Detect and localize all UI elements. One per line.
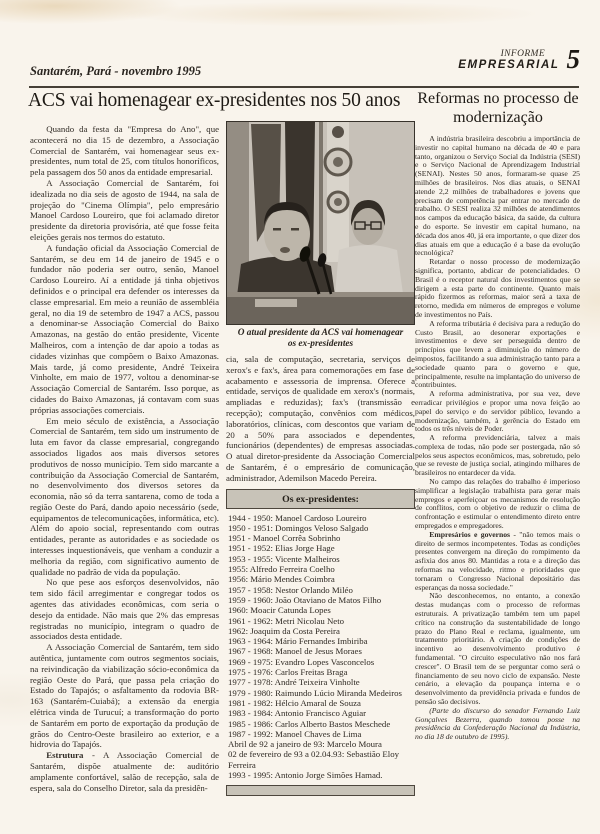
ex-president-entry: Abril de 92 a janeiro de 93: Marcelo Moura [228, 739, 382, 750]
masthead-informe: INFORME [500, 49, 546, 59]
paragraph: A Associação Comercial de Santarém, tem sido autêntica, juntamente com outros segmentos sociais, na reivindicação da viabilização sócio-econômica da região Oeste do Pará, que passa pela criação do Estado do Tapajós; o asfaltamento da rodovia BR-163 (Santarém-Cuiabá); a extensão da energia elétrica vinda de Turucuí; a transformação do porto de Santarém em porto de exportação da produção de grãos do Centro-Oeste brasileiro ao exterior, e a hidrovia do Tapajós. [30, 642, 219, 750]
ex-president-entry: 1969 - 1975: Evandro Lopes Vasconcelos [228, 656, 375, 667]
ex-president-entry: 1955: Alfredo Ferreira Coelho [228, 564, 335, 575]
paragraph: Quando da festa da "Empresa do Ano", que acontecerá no dia 15 de dezembro, a Associação Comercial de Santarém, vai homenagear seus ex-presidentes, num total de 25, com títulos honoríficos, pela passagem dos 50 anos da entidade empresarial. [30, 124, 219, 178]
ex-president-entry: 1961 - 1962: Metri Nicolau Neto [228, 615, 345, 626]
paragraph: Em meio século de existência, a Associação Comercial de Santarém, tem sido um instrumento de luta em favor da classe empresarial, congregando associados ligados aos mais diversos setores produtivos de nosso município. Tem sido marcante a contribuição da Associação Comercial de Santarém, no desenvolvimento dos diversos setores da economia, não só da terra santarena, como de toda a região Oeste do Pará, dando apoio necessário (sede, equipamentos de telecomunicações, informática, etc). Além do apoio social, representando com outras entidades, perante as autoridades e as sociedade os interesses inquestionáveis, que venham a conduzir a melhoria da região, com significativo aumento de qualidade no padrão de vida da população. [30, 415, 219, 577]
masthead-empresarial: EMPRESARIAL [458, 59, 560, 71]
paragraph: Estrutura - A Associação Comercial de Santarém, dispõe atualmente de: auditório amplamente confortável, salão de recepção, sala de espera, sala do Conselho Diretor, sala da presidên- [30, 750, 219, 793]
ex-president-entry: 1963 - 1964: Mário Fernandes Imbiriba [228, 636, 368, 647]
ex-president-entry: 1951 - Manoel Corrêa Sobrinho [228, 533, 341, 544]
paragraph: A reforma administrativa, por sua vez, deve erradicar privilégios e propor uma nova feição ao papel do serviço e do servidor público, levando a modernização, também, à gerência do Estado em todos os três níveis de Poder. [415, 389, 580, 434]
article-credit: (Parte do discurso do senador Fernando Luiz Gonçalves Bezerra, quando tomou posse na presidência da Confederação Nacional da Indústria, no dia 18 de outubro de 1995). [415, 705, 580, 742]
ex-president-entry: 1951 - 1952: Elias Jorge Hage [228, 543, 335, 554]
ex-president-entry: 1987 - 1992: Manoel Chaves de Lima [228, 728, 362, 739]
ex-president-entry: 1957 - 1958: Nestor Orlando Miléo [228, 584, 353, 595]
masthead-text [458, 49, 559, 71]
paragraph: Retardar o nosso processo de modernização significa, portanto, abdicar de potencialidades. O Brasil é o receptor natural dos investimentos que se dirigem a esta parte do continente. Quanto mais rápido fizermos as reformas, maior será a taxa de retorno, medida em números de empregos e volume de investimentos no País. [415, 257, 580, 319]
ex-president-entry: 1985 - 1986: Carlos Alberto Bastos Meschede [228, 718, 391, 729]
ex-president-entry: 1979 - 1980: Raimundo Lúcio Miranda Medeiros [228, 687, 402, 698]
header-rule [29, 86, 579, 88]
ex-president-entry: 1993 - 1995: Antonio Jorge Simões Hamad. [228, 769, 383, 780]
reform-article-headline: Reformas no processo de modernização [417, 90, 579, 126]
paragraph: A reforma tributária é decisiva para a redução do Custo Brasil, ao desonerar exportações e investimentos e deve ser perseguida dentro de princípios que levem a diminuição do número de impostos, facilitando a sua administração tanto para a sociedade quanto para o governo e que, principalmente, resulte na implantação do universo de contribuintes. [415, 318, 580, 390]
paragraph: A fundação oficial da Associação Comercial de Santarém, se deu em 14 de janeiro de 1945 e o fundador não poderia ser outro, senão, Manoel Cardoso Loureiro. Aí a entidade já tinha objetivos definidos e o principal era defender os interesses da classe empresarial. Em meio a reunião de assembléia geral, no dia 19 de setembro de 1947 a ACS, passou a denominar-se Associação Comercial do Baixo Amazonas, na gestão do então presidente, Vicente Malheiros, com a intenção de dar apoio a todas as cidades vizinhas que compõem o Baixo Amazonas. Mais tarde, já como presidente, André Teixeira Vinholte, em maio de 1977, voltou a denominar-se Associação Comercial de Santarém. Isso porque, as cidades do Baixo Amazonas, já contavam com suas próprias associações comerciais. [30, 242, 219, 415]
photo-illustration [227, 122, 414, 324]
paragraph: No que pese aos esforços desenvolvidos, não tem sido fácil arregimentar e congregar todos os agentes das atividades econômicas, com seria o desejo da entidade. Não mais que 2% das empresas registradas no município, integram o quadro de associados desta entidade. [30, 577, 219, 642]
ex-president-entry: 1977 - 1978: André Teixeira Vinholte [228, 677, 360, 688]
ex-presidents-title: Os ex-presidentes: [226, 489, 415, 509]
acs-article-headline: ACS vai homenagear ex-presidentes nos 50 anos [28, 90, 401, 111]
ex-president-entry: 1953 - 1955: Vicente Malheiros [228, 553, 340, 564]
ex-president-entry: 1975 - 1976: Carlos Freitas Braga [228, 667, 348, 678]
ex-president-entry: 1981 - 1982: Hélcio Amaral de Souza [228, 697, 361, 708]
reform-article-column [415, 135, 580, 742]
ex-presidents-box [226, 489, 415, 797]
ex-president-entry: 1944 - 1950: Manoel Cardoso Loureiro [228, 512, 367, 523]
ex-president-entry: 1983 - 1984: Antonio Francisco Aguiar [228, 708, 367, 719]
paragraph: A reforma previdenciária, talvez a mais complexa de todas, não pode ser postergada, não só pelos seus aspectos econômicos, mas, sobretudo, pelo que se reveste de justiça social, atingindo milhares de brasileiros no entardecer da vida. [415, 433, 580, 478]
ex-president-entry: 1967 - 1968: Manoel de Jesus Moraes [228, 646, 362, 657]
reform-paragraphs [415, 135, 580, 707]
ex-president-entry: 1959 - 1960: João Otaviano de Matos Filho [228, 594, 382, 605]
paragraph: A Associação Comercial de Santarém, foi idealizada no dia seis de agosto de 1944, na sala de projeção do "Cinema Olímpia", pelo empresário Manoel Cardoso Loureiro, que foi aclamado diretor presidente da diretoria provisória, até que fosse feita eleições gerais nos termos do estatuto. [30, 177, 219, 242]
paragraph: A indústria brasileira descobriu a importância de investir no capital humano na década de 40 e para tanto, organizou o Serviço Social da Indústria (SESI) e o Serviço Nacional de Aprendizagem Industrial (SENAI). Nestes 50 anos, formaram-se quase 25 milhões de brasileiros. Nos dias atuais, o SENAI atende 2,2 milhões de trabalhadores e jovens que precisam de competência par entrar no mercado de trabalho. O SESI realiza 32 milhões de atendimentos nos campos da educação básica, da saúde, da cultura e do esporte. Se investir em capital humano, na década dos anos 40, já era importante, o que dizer dos dias atuais em que a educação é a base da evolução tecnológica? [415, 134, 580, 258]
acs-article-column-2 [226, 121, 415, 796]
masthead [458, 44, 580, 75]
ex-presidents-list [226, 509, 415, 783]
paragraph-continuation: cia, sala de computação, secretaria, serviços de xerox's e fax's, área para comemorações em fase de acabamento e assessoria de imprensa. Oferece a entidade, serviços de qualidade em xerox's (normais, ampliadas e reduzidas); fax's (transmissão e recepção); computação, convênios com médicos, laboratórios, clínicas, com descontos que variam de 20 a 50% para associados e dependentes, funcionários (dependentes) de empresas associadas. O atual diretor-presidente da Associação Comercial de Santarém, é o empresário de comunicação, administrador, Ademilson Macedo Pereira. [226, 354, 415, 483]
paragraph: No campo das relações do trabalho é imperioso simplificar a legislação trabalhista para gerar mais empregos e aperfeiçoar os mecanismos de resolução de conflitos, com o objetivo de reduzir o clima de confrontação e estimular o entendimento direto entre empregados e empregadores. [415, 477, 580, 531]
ex-president-entry: 02 de fevereiro de 93 a 02.04.93: Sebastião Eloy Ferreira [228, 749, 400, 770]
ex-president-entry: 1962: Joaquim da Costa Pereira [228, 625, 340, 636]
paragraph: Não desconhecemos, no entanto, a conexão destas mudanças com o processo de reformas estruturais. A privatização também tem um papel crítico na construção da sustentabilidade de longo prazo do Plano Real e reclama, igualmente, um tratamento prioritário. A criação de condições de incentivo ao desenvolvimento produtivo é fundamental. "O circuito especulativo não nos fará crescer". O Brasil tem de se perguntar como será o financiamento de seu novo ciclo de expansão. Neste cenário, a elevação da poupança interna e o desenvolvimento da previdência privada e fundos de pensão são decisivos. [415, 591, 580, 706]
ex-presidents-end-bar [226, 785, 415, 796]
dateline: Santarém, Pará - novembro 1995 [30, 64, 202, 78]
ex-president-entry: 1950 - 1951: Domingos Veloso Salgado [228, 522, 369, 533]
ex-president-entry: 1960: Moacir Catunda Lopes [228, 605, 331, 616]
paragraph: Empresários e governos - "não temos mais o direito de sermos incompetentes. Todas as condições presentes convergem na direção do rompimento da asfixia dos anos 80. Mantidas a rota e a direção das reformas na velocidade, ritmo e prioridades que tornaram o Congresso Nacional depositário das esperanças da nossa sociedade." [415, 529, 580, 592]
article-photo [226, 121, 415, 325]
ex-president-entry: 1956: Mário Mendes Coimbra [228, 574, 335, 585]
photo-caption: O atual presidente da ACS vai homenagear os ex-presidentes [237, 328, 404, 349]
page-number: 5 [566, 44, 580, 75]
acs-article-column-1 [30, 124, 219, 793]
